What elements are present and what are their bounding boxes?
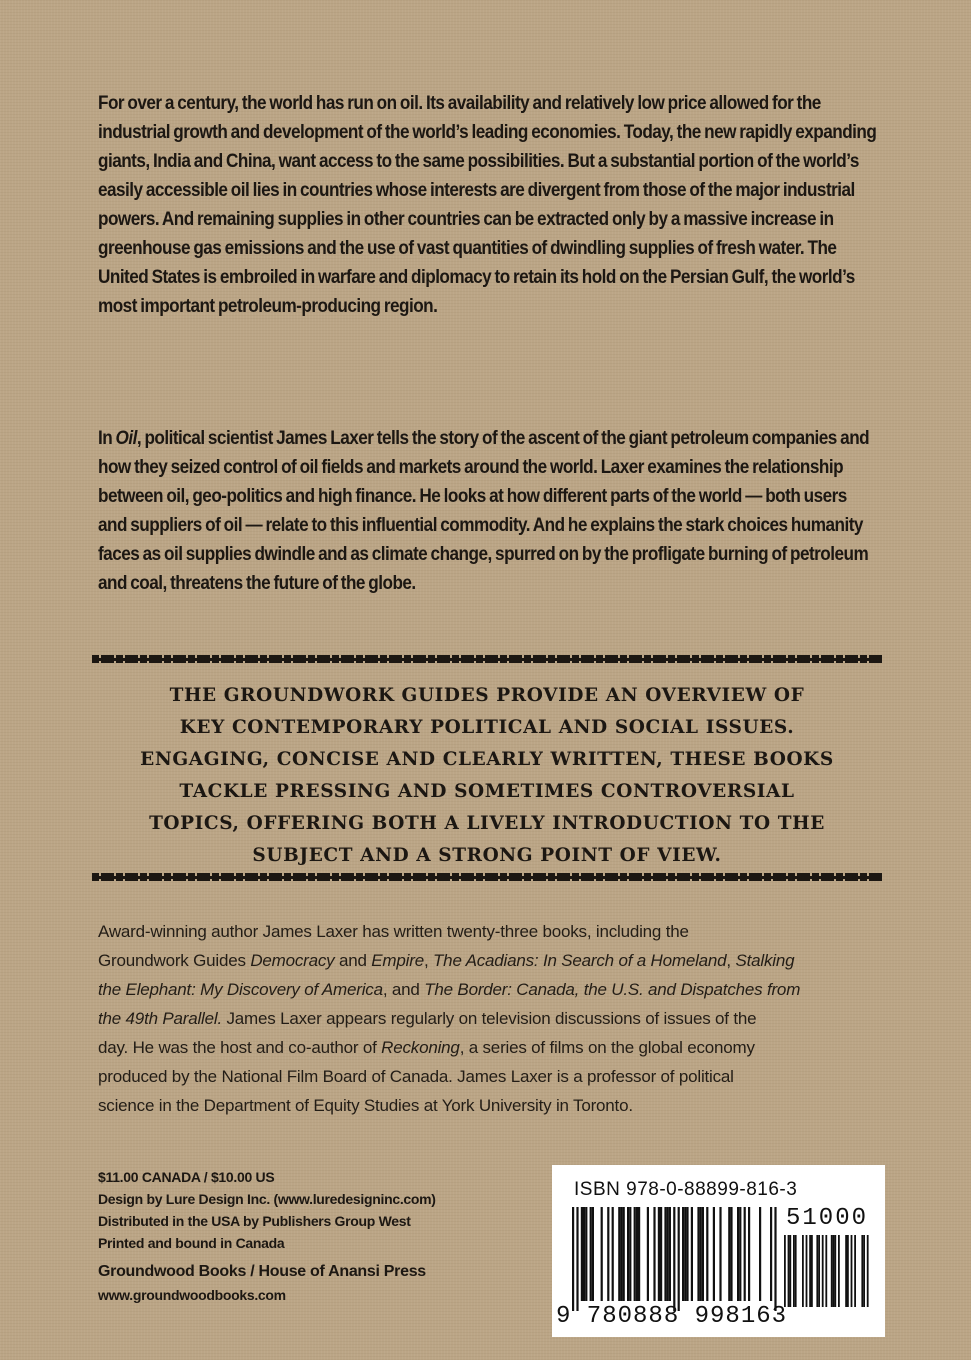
price-label: $11.00 CANADA / $10.00 US bbox=[98, 1169, 275, 1185]
addon-bar bbox=[816, 1235, 818, 1307]
addon-bar bbox=[834, 1235, 836, 1307]
addon-bar bbox=[863, 1235, 865, 1307]
barcode-bar bbox=[737, 1207, 739, 1301]
barcode-bar bbox=[700, 1207, 702, 1301]
addon-bar bbox=[825, 1235, 827, 1307]
divider-top bbox=[92, 655, 882, 663]
barcode-bar bbox=[601, 1207, 603, 1301]
barcode-bar bbox=[647, 1207, 649, 1301]
barcode-bar bbox=[618, 1207, 620, 1301]
series-line: KEY CONTEMPORARY POLITICAL AND SOCIAL ISSUES. bbox=[179, 717, 795, 738]
barcode-bar bbox=[759, 1207, 761, 1301]
barcode-bar bbox=[744, 1207, 746, 1301]
addon-bar bbox=[854, 1235, 856, 1307]
addon-bar bbox=[784, 1235, 786, 1307]
blurb-paragraph-1-text: For over a century, the world has run on oil. Its availability and relatively low price allowed for the industrial growth and development of the world’s leading economies. Today, the new rapidly expanding giants, India and China, want access to the same possibilities. But a substantial portion of the world’s easily accessible oil lies in countries whose interests are divergent from those of the major industrial powers. And remaining supplies in other countries can be extracted only by a massive increase in greenhouse gas emissions and the use of vast quantities of dwindling supplies of fresh water. The United States is embroiled in warfare and diplomacy to retain its hold on the Persian Gulf, the world’s most important petroleum-producing region. bbox=[98, 92, 877, 317]
ean-barcode bbox=[572, 1207, 778, 1311]
addon-bar bbox=[833, 1235, 835, 1307]
barcode-bar bbox=[770, 1207, 772, 1301]
bio-text: day. He was the host and co-author of bbox=[98, 1038, 382, 1057]
barcode-bar bbox=[660, 1207, 662, 1301]
barcode-bar bbox=[636, 1207, 638, 1301]
barcode-bar bbox=[658, 1207, 660, 1301]
addon-bar bbox=[845, 1235, 847, 1307]
blurb-paragraph-2 bbox=[98, 424, 878, 598]
barcode-panel bbox=[552, 1165, 885, 1337]
barcode-bar bbox=[719, 1207, 721, 1301]
series-description bbox=[92, 680, 882, 872]
addon-barcode bbox=[784, 1235, 880, 1307]
barcode-bar bbox=[653, 1207, 655, 1301]
bio-text: science in the Department of Equity Studies at York University in Toronto. bbox=[98, 1096, 633, 1115]
price-code-digits: 51000 bbox=[786, 1205, 869, 1232]
bio-line bbox=[98, 1004, 898, 1033]
barcode-bar bbox=[572, 1207, 574, 1311]
barcode-bar bbox=[730, 1207, 732, 1301]
publisher-name: Groundwood Books / House of Anansi Press bbox=[98, 1263, 426, 1280]
bio-book-title: The Acadians: In Search of a Homeland bbox=[433, 951, 727, 970]
bio-book-title: The Border: Canada, the U.S. and Dispatches from bbox=[424, 980, 801, 999]
barcode-bar bbox=[686, 1207, 688, 1301]
series-line: TACKLE PRESSING AND SOMETIMES CONTROVERSIAL bbox=[179, 781, 795, 802]
barcode-bar bbox=[667, 1207, 669, 1301]
barcode-bar bbox=[634, 1207, 636, 1301]
barcode-bar bbox=[678, 1207, 680, 1311]
barcode-bar bbox=[673, 1207, 675, 1311]
series-line: ENGAGING, CONCISE AND CLEARLY WRITTEN, THESE BOOKS bbox=[140, 749, 834, 770]
barcode-bar bbox=[576, 1207, 578, 1311]
bio-book-title: the 49th Parallel. bbox=[98, 1009, 222, 1028]
publisher-credits bbox=[98, 1166, 528, 1306]
blurb-paragraph-2-lead: In bbox=[98, 427, 116, 449]
design-credit: Design by Lure Design Inc. (www.luredesigninc.com) bbox=[98, 1191, 436, 1207]
addon-bar bbox=[793, 1235, 795, 1307]
addon-bar bbox=[861, 1235, 863, 1307]
bio-text: , bbox=[726, 951, 736, 970]
addon-bar bbox=[867, 1235, 869, 1307]
barcode-bar bbox=[748, 1207, 750, 1301]
barcode-bar bbox=[583, 1207, 585, 1301]
bio-text: , and bbox=[382, 980, 425, 999]
barcode-bar bbox=[713, 1207, 715, 1301]
addon-bar bbox=[851, 1235, 853, 1307]
bio-line bbox=[98, 917, 898, 946]
barcode-bar bbox=[623, 1207, 625, 1301]
barcode-bar bbox=[684, 1207, 686, 1301]
bio-line bbox=[98, 975, 898, 1004]
barcode-bar bbox=[691, 1207, 693, 1301]
barcode-bar bbox=[627, 1207, 629, 1301]
bio-text: , a series of films on the global economy bbox=[459, 1038, 755, 1057]
barcode-bar bbox=[592, 1207, 594, 1301]
bio-book-title: Democracy bbox=[250, 951, 335, 970]
barcode-bar bbox=[612, 1207, 614, 1301]
addon-bar bbox=[802, 1235, 804, 1307]
addon-bar bbox=[809, 1235, 811, 1307]
barcode-bar bbox=[706, 1207, 708, 1301]
addon-bar bbox=[789, 1235, 791, 1307]
bio-book-title: the Elephant: My Discovery of America bbox=[98, 980, 383, 999]
bio-text: , bbox=[423, 951, 433, 970]
bio-line bbox=[98, 1091, 898, 1120]
barcode-bar bbox=[669, 1207, 671, 1301]
isbn-label: ISBN 978-0-88899-816-3 bbox=[574, 1179, 798, 1200]
bio-book-title: Stalking bbox=[735, 951, 795, 970]
addon-bar bbox=[818, 1235, 820, 1307]
bio-book-title: Empire bbox=[371, 951, 424, 970]
addon-bar bbox=[811, 1235, 813, 1307]
book-title-italic: Oil bbox=[115, 427, 137, 449]
series-line: TOPICS, OFFERING BOTH A LIVELY INTRODUCTION TO THE bbox=[149, 813, 825, 834]
bio-line bbox=[98, 1062, 898, 1091]
barcode-bar bbox=[629, 1207, 631, 1301]
barcode-bar bbox=[585, 1207, 587, 1301]
barcode-bar bbox=[702, 1207, 704, 1301]
addon-bar bbox=[838, 1235, 840, 1307]
bio-text: produced by the National Film Board of Canada. James Laxer is a professor of political bbox=[98, 1067, 734, 1086]
blurb-paragraph-1 bbox=[98, 89, 878, 321]
bio-line bbox=[98, 1033, 898, 1062]
publisher-website: www.groundwoodbooks.com bbox=[98, 1287, 286, 1303]
addon-bar bbox=[795, 1235, 797, 1307]
author-bio bbox=[98, 917, 898, 1120]
barcode-bar bbox=[638, 1207, 640, 1301]
printing-credit: Printed and bound in Canada bbox=[98, 1235, 285, 1251]
series-line: SUBJECT AND A STRONG POINT OF VIEW. bbox=[252, 845, 722, 866]
bio-text: Groundwork Guides bbox=[98, 951, 251, 970]
barcode-bar bbox=[682, 1207, 684, 1301]
addon-bar bbox=[822, 1235, 824, 1307]
barcode-bar bbox=[590, 1207, 592, 1301]
barcode-bar bbox=[581, 1207, 583, 1301]
barcode-bar bbox=[620, 1207, 622, 1301]
divider-bottom bbox=[92, 873, 882, 881]
blurb-paragraph-2-text: , political scientist James Laxer tells the story of the ascent of the giant petroleum companies and how they seized control of oil fields and markets around the world. Laxer examines the relationship between oil, geo-politics and high finance. He looks at how different parts of the world — both users and suppliers of oil — relate to this influential commodity. And he explains the stark choices humanity faces as oil supplies dwindle and as climate change, spurred on by the profligate burning of petroleum and coal, threatens the future of the globe. bbox=[98, 427, 870, 594]
bio-text: Award-winning author James Laxer has written twenty-three books, including the bbox=[98, 922, 689, 941]
barcode-bar bbox=[607, 1207, 609, 1301]
distribution-credit: Distributed in the USA by Publishers Group West bbox=[98, 1213, 411, 1229]
series-line: THE GROUNDWORK GUIDES PROVIDE AN OVERVIEW OF bbox=[169, 685, 805, 706]
barcode-bar bbox=[774, 1207, 776, 1311]
addon-bar bbox=[831, 1235, 833, 1307]
addon-bar bbox=[806, 1235, 808, 1307]
addon-bar bbox=[788, 1235, 790, 1307]
bio-text: James Laxer appears regularly on television discussions of issues of the bbox=[221, 1009, 757, 1028]
barcode-bar bbox=[664, 1207, 666, 1301]
barcode-bar bbox=[739, 1207, 741, 1301]
ean-digits: 9 780888 998163 bbox=[556, 1303, 788, 1330]
barcode-bar bbox=[728, 1207, 730, 1301]
barcode-bar bbox=[697, 1207, 699, 1301]
bio-text: and bbox=[334, 951, 372, 970]
bio-book-title: Reckoning bbox=[381, 1038, 460, 1057]
addon-bar bbox=[847, 1235, 849, 1307]
bio-line bbox=[98, 946, 898, 975]
